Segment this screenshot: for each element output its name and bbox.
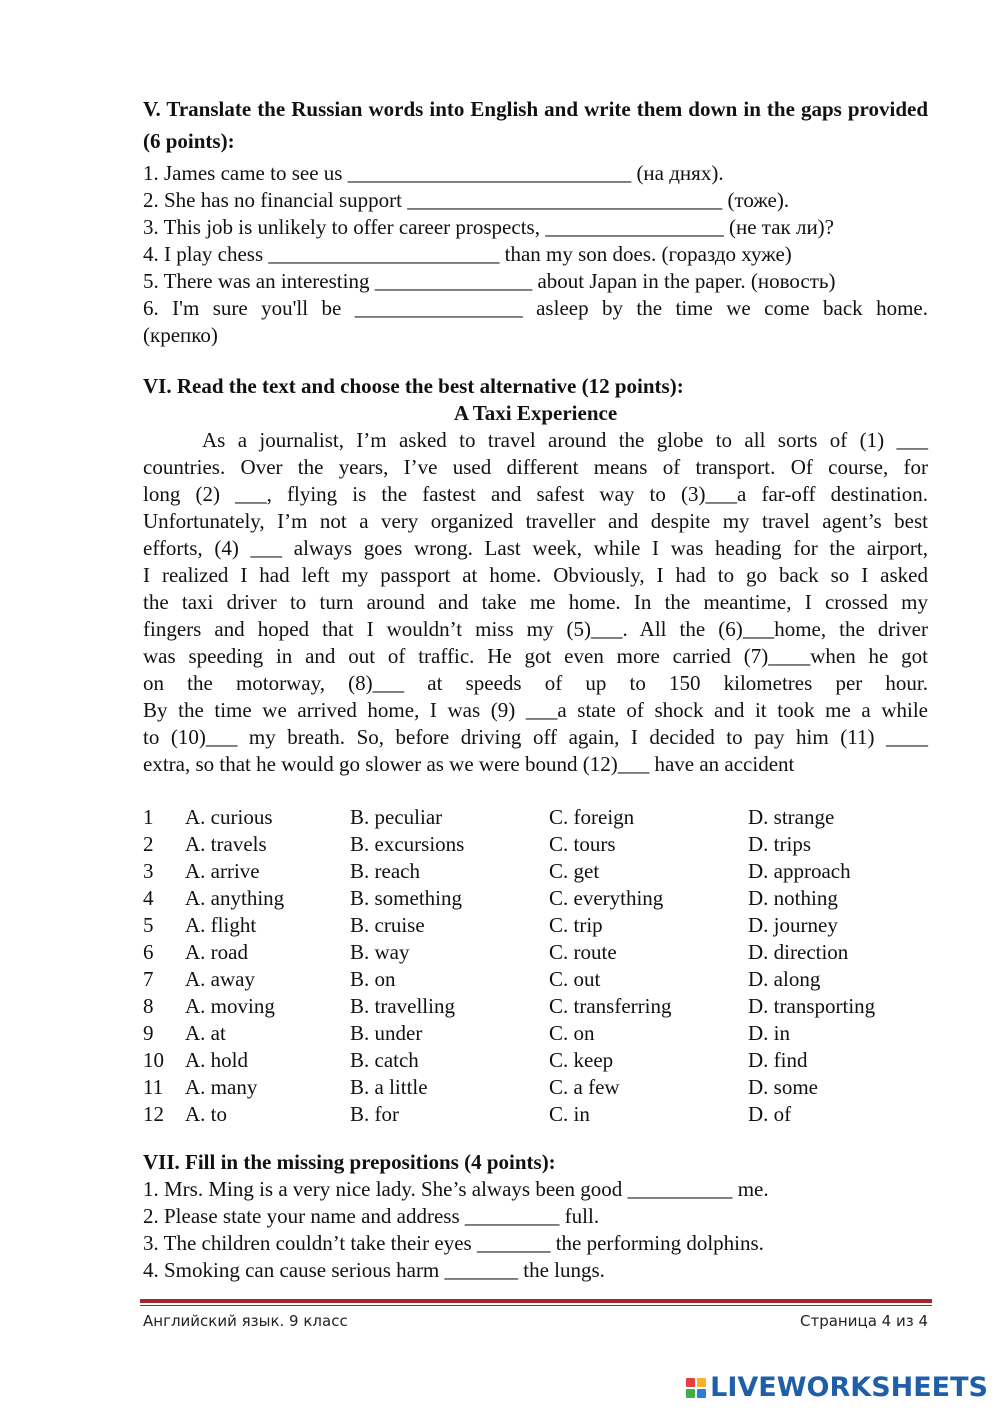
section-vi — [143, 373, 928, 1128]
option-a: A. moving — [185, 994, 275, 1018]
option-d: D. along — [748, 967, 821, 991]
option-a: A. away — [185, 967, 255, 991]
option-c: C. everything — [549, 886, 664, 910]
option-c: C. trip — [549, 913, 603, 937]
option-b: B. way — [350, 940, 410, 964]
story-line: As a journalist, I’m asked to travel around the globe to all sorts of (1) ___ — [202, 428, 928, 452]
option-number: 8 — [143, 994, 154, 1018]
section-vii-items — [143, 1176, 928, 1284]
option-b: B. travelling — [350, 994, 455, 1018]
section-v-item-6: 6. I'm sure you'll be ________________ asleep by the time we come back home. — [143, 296, 928, 320]
option-a: A. to — [185, 1102, 227, 1126]
option-a: A. at — [185, 1021, 226, 1045]
options-row — [143, 804, 928, 831]
option-d: D. nothing — [748, 886, 838, 910]
story-text — [143, 427, 928, 778]
option-a: A. flight — [185, 913, 257, 937]
option-number: 1 — [143, 805, 154, 829]
option-d: D. find — [748, 1048, 808, 1072]
footer-subject: Английский язык. 9 класс — [143, 1312, 348, 1330]
story-line: extra, so that he would go slower as we were bound (12)___ have an accident — [143, 752, 795, 776]
option-number: 10 — [143, 1048, 164, 1072]
option-number: 11 — [143, 1075, 164, 1099]
option-c: C. route — [549, 940, 617, 964]
option-c: C. out — [549, 967, 601, 991]
option-number: 4 — [143, 886, 154, 910]
option-d: D. of — [748, 1102, 792, 1126]
story-line: efforts, (4) ___ always goes wrong. Last week, while I was heading for the airport, — [143, 536, 928, 560]
section-vii-item-3: 3. The children couldn’t take their eyes _______ the performing dolphins. — [143, 1231, 764, 1255]
option-a: A. many — [185, 1075, 258, 1099]
option-number: 5 — [143, 913, 154, 937]
section-vii-heading: VII. Fill in the missing prepositions (4 points): — [143, 1150, 556, 1174]
option-b: B. a little — [350, 1075, 428, 1099]
section-v-item-1: 1. James came to see us ___________________________ (на днях). — [143, 161, 724, 185]
options-row — [143, 912, 928, 939]
section-v-item-6-hint: (крепко) — [143, 323, 218, 347]
section-vii-item-4: 4. Smoking can cause serious harm _______ the lungs. — [143, 1258, 605, 1282]
liveworksheets-brand — [686, 1372, 988, 1403]
story-line: countries. Over the years, I’ve used different means of transport. Of course, for — [143, 455, 928, 479]
story-line: was speeding in and out of traffic. He got even more carried (7)____when he got — [143, 644, 928, 668]
option-c: C. tours — [549, 832, 616, 856]
option-a: A. curious — [185, 805, 273, 829]
options-table — [143, 804, 928, 1128]
option-d: D. direction — [748, 940, 849, 964]
options-row — [143, 966, 928, 993]
option-d: D. trips — [748, 832, 811, 856]
story-line: on the motorway, (8)___ at speeds of up to 150 kilometres per hour. — [143, 671, 928, 695]
options-row — [143, 1101, 928, 1128]
option-a: A. road — [185, 940, 248, 964]
option-b: B. peculiar — [350, 805, 443, 829]
option-d: D. in — [748, 1021, 790, 1045]
brand-name: LIVEWORKSHEETS — [710, 1372, 988, 1403]
options-row — [143, 1074, 928, 1101]
section-vii — [143, 1149, 928, 1284]
option-a: A. hold — [185, 1048, 248, 1072]
option-d: D. journey — [748, 913, 838, 937]
option-a: A. anything — [185, 886, 285, 910]
option-number: 6 — [143, 940, 154, 964]
section-v-heading: V. Translate the Russian words into English and write them down in the gaps provided (6 points): — [143, 97, 928, 153]
options-row — [143, 831, 928, 858]
section-v-item-4: 4. I play chess ______________________ than my son does. (гораздо хуже) — [143, 242, 792, 266]
option-b: B. reach — [350, 859, 420, 883]
option-d: D. strange — [748, 805, 835, 829]
option-number: 7 — [143, 967, 154, 991]
option-b: B. excursions — [350, 832, 465, 856]
option-b: B. something — [350, 886, 463, 910]
footer-divider-thick — [140, 1299, 932, 1303]
option-c: C. on — [549, 1021, 595, 1045]
option-c: C. keep — [549, 1048, 614, 1072]
option-b: B. under — [350, 1021, 423, 1045]
story-title: A Taxi Experience — [453, 401, 618, 425]
story-line: Unfortunately, I’m not a very organized traveller and despite my travel agent’s best — [143, 509, 928, 533]
option-number: 12 — [143, 1102, 164, 1126]
story-line: By the time we arrived home, I was (9) ___a state of shock and it took me a while — [143, 698, 928, 722]
section-v — [143, 93, 928, 349]
story-line: I realized I had left my passport at home. Obviously, I had to go back so I asked — [143, 563, 928, 587]
options-row — [143, 885, 928, 912]
option-number: 2 — [143, 832, 154, 856]
option-d: D. some — [748, 1075, 818, 1099]
option-c: C. foreign — [549, 805, 635, 829]
option-c: C. transferring — [549, 994, 672, 1018]
option-a: A. travels — [185, 832, 267, 856]
footer-page-number: Страница 4 из 4 — [800, 1312, 928, 1330]
option-a: A. arrive — [185, 859, 260, 883]
option-c: C. in — [549, 1102, 590, 1126]
section-v-item-2: 2. She has no financial support ______________________________ (тоже). — [143, 188, 790, 212]
section-vii-item-2: 2. Please state your name and address _________ full. — [143, 1204, 600, 1228]
section-v-item-3: 3. This job is unlikely to offer career prospects, _________________ (не так ли)? — [143, 215, 835, 239]
story-line: the taxi driver to turn around and take me home. In the meantime, I crossed my — [143, 590, 928, 614]
option-c: C. a few — [549, 1075, 620, 1099]
options-row — [143, 939, 928, 966]
option-b: B. cruise — [350, 913, 425, 937]
section-vi-heading: VI. Read the text and choose the best alternative (12 points): — [143, 374, 684, 398]
option-b: B. for — [350, 1102, 399, 1126]
footer-divider-thin — [140, 1305, 932, 1306]
option-number: 9 — [143, 1021, 154, 1045]
option-b: B. catch — [350, 1048, 419, 1072]
story-line: to (10)___ my breath. So, before driving off again, I decided to pay him (11) ____ — [143, 725, 928, 749]
liveworksheets-logo-icon — [686, 1378, 706, 1398]
option-d: D. approach — [748, 859, 851, 883]
section-v-items — [143, 160, 928, 349]
options-row — [143, 1020, 928, 1047]
worksheet-content — [143, 93, 928, 1284]
story-line: fingers and hoped that I wouldn’t miss my (5)___. All the (6)___home, the driver — [143, 617, 928, 641]
option-d: D. transporting — [748, 994, 876, 1018]
options-row — [143, 1047, 928, 1074]
options-row — [143, 858, 928, 885]
section-v-item-5: 5. There was an interesting _______________ about Japan in the paper. (новость) — [143, 269, 836, 293]
option-number: 3 — [143, 859, 154, 883]
option-b: B. on — [350, 967, 396, 991]
options-row — [143, 993, 928, 1020]
story-line: long (2) ___, flying is the fastest and safest way to (3)___a far-off destination. — [143, 482, 928, 506]
option-c: C. get — [549, 859, 600, 883]
section-vii-item-1: 1. Mrs. Ming is a very nice lady. She’s always been good __________ me. — [143, 1177, 769, 1201]
